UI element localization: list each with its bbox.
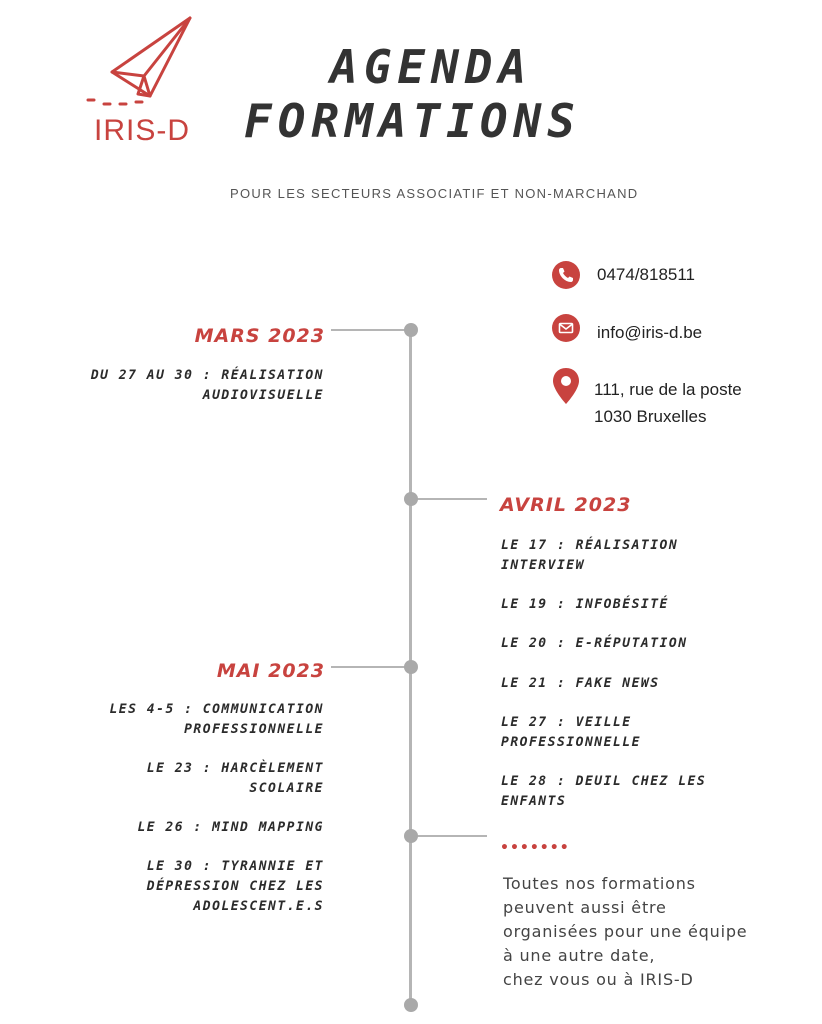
event-mai-1 <box>109 700 324 740</box>
page-title-line-1: AGENDA <box>330 40 533 94</box>
event-line: AUDIOVISUELLE <box>202 388 324 403</box>
contact-address-line-2: 1030 Bruxelles <box>594 407 707 426</box>
contact-phone[interactable]: 0474/818511 <box>597 265 696 284</box>
note-line: chez vous ou à IRIS-D <box>503 970 694 989</box>
event-line: LE 23 : HARCÈLEMENT <box>146 761 324 776</box>
note-line: peuvent aussi être <box>503 898 667 917</box>
event-line: LE 20 : E-RÉPUTATION <box>501 636 688 651</box>
timeline-connector-mai <box>331 666 411 668</box>
page-title-line-2: FORMATIONS <box>244 94 581 148</box>
note-line: Toutes nos formations <box>503 874 696 893</box>
event-mai-4 <box>147 857 324 917</box>
timeline-node-mars <box>404 323 418 337</box>
event-line: LES 4-5 : COMMUNICATION <box>109 702 324 717</box>
event-line: SCOLAIRE <box>249 781 324 796</box>
event-avril-6 <box>501 772 706 812</box>
event-avril-1 <box>501 536 678 576</box>
event-mars-1 <box>91 366 324 406</box>
event-line: INTERVIEW <box>501 558 585 573</box>
timeline-node-mai <box>404 660 418 674</box>
event-mai-2 <box>147 759 324 799</box>
timeline-connector-mars <box>331 329 411 331</box>
event-line: ADOLESCENT.E.S <box>193 899 324 914</box>
event-mai-3 <box>137 818 324 838</box>
note-line: à une autre date, <box>503 946 656 965</box>
event-line: ENFANTS <box>501 794 567 809</box>
timeline-connector-note <box>411 835 487 837</box>
event-line: LE 28 : DEUIL CHEZ LES <box>501 774 707 789</box>
event-line: LE 21 : FAKE NEWS <box>501 676 660 691</box>
envelope-icon <box>552 314 580 342</box>
event-avril-3 <box>501 634 688 654</box>
note-line: organisées pour une équipe <box>503 922 748 941</box>
event-line: LE 27 : VEILLE <box>501 715 632 730</box>
month-mai: MAI 2023 <box>216 660 325 682</box>
event-line: PROFESSIONNELLE <box>501 735 641 750</box>
note-dots-divider: ••••••• <box>500 840 570 856</box>
timeline-node-avril <box>404 492 418 506</box>
contact-email[interactable]: info@iris-d.be <box>597 323 703 342</box>
month-avril: AVRIL 2023 <box>500 494 632 516</box>
month-mars: MARS 2023 <box>194 325 325 347</box>
map-pin-icon <box>551 366 581 406</box>
event-line: LE 19 : INFOBÉSITÉ <box>501 597 669 612</box>
page-subtitle: POUR LES SECTEURS ASSOCIATIF ET NON-MARCHAND <box>230 186 639 201</box>
event-avril-4 <box>501 674 660 694</box>
event-line: LE 30 : TYRANNIE ET <box>146 859 324 874</box>
timeline-connector-avril <box>411 498 487 500</box>
logo-text: IRIS-D <box>94 114 190 147</box>
contact-address-line-1: 111, rue de la poste <box>594 380 742 399</box>
footer-note <box>503 872 803 992</box>
event-line: LE 26 : MIND MAPPING <box>137 820 324 835</box>
phone-icon <box>552 261 580 289</box>
event-avril-5 <box>501 713 641 753</box>
event-line: PROFESSIONNELLE <box>184 722 324 737</box>
paper-plane-logo-icon <box>82 14 202 114</box>
event-line: LE 17 : RÉALISATION <box>501 538 679 553</box>
timeline-node-end <box>404 998 418 1012</box>
event-line: DU 27 AU 30 : RÉALISATION <box>90 368 324 383</box>
brand-logo <box>82 14 202 146</box>
timeline-node-note <box>404 829 418 843</box>
event-avril-2 <box>501 595 669 615</box>
event-line: DÉPRESSION CHEZ LES <box>146 879 324 894</box>
